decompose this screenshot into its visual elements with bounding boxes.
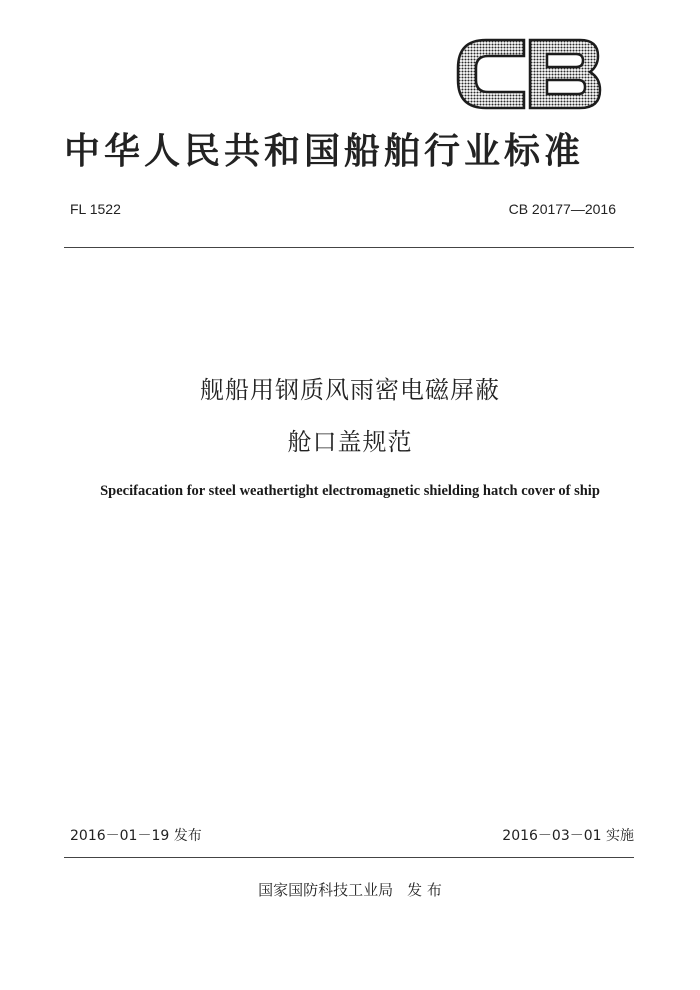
issue-date: 2016－01－19 发布 bbox=[70, 828, 202, 844]
header-divider bbox=[64, 247, 634, 248]
publisher-name: 国家国防科技工业局 bbox=[258, 881, 394, 899]
cb-logo bbox=[452, 34, 604, 114]
classification-code: FL 1522 bbox=[70, 201, 121, 217]
standard-category-title: 中华人民共和国船舶行业标准 bbox=[64, 131, 585, 172]
publish-label: 发 布 bbox=[407, 881, 442, 899]
publisher-line bbox=[0, 878, 700, 902]
document-title-zh-line2: 舱口盖规范 bbox=[287, 428, 413, 456]
footer-divider bbox=[64, 857, 634, 858]
document-title-zh-line1: 舰船用钢质风雨密电磁屏蔽 bbox=[200, 376, 500, 404]
implementation-date: 2016－03－01 实施 bbox=[502, 828, 634, 844]
document-title-en: Specifacation for steel weathertight electromagnetic shielding hatch cover of ship bbox=[100, 483, 600, 499]
standard-number: CB 20177—2016 bbox=[508, 201, 616, 217]
